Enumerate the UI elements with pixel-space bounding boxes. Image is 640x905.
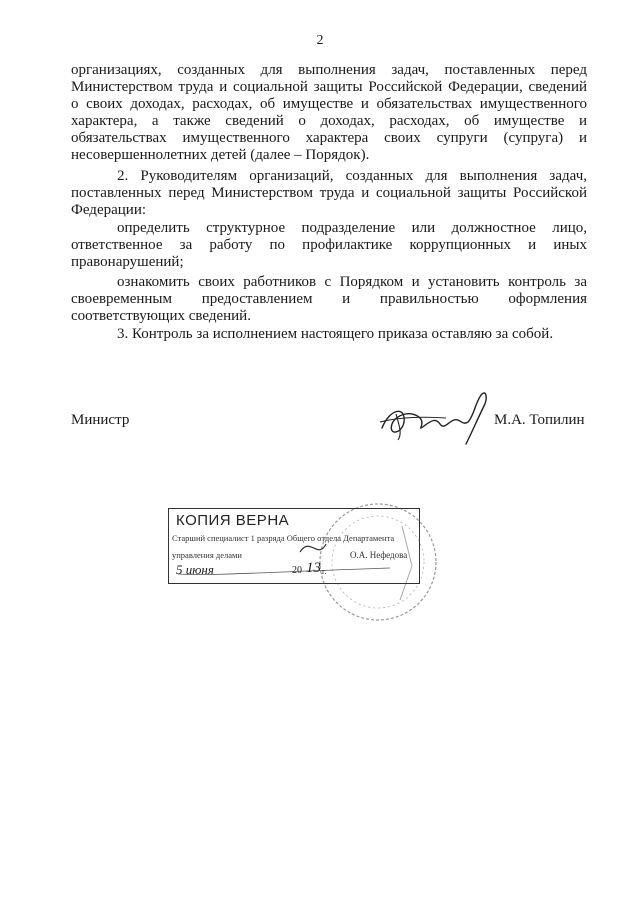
paragraph-1 bbox=[71, 62, 587, 164]
paragraph-3 bbox=[71, 220, 587, 271]
paragraph-2 bbox=[71, 168, 587, 219]
stamp-year: 13 bbox=[306, 560, 321, 576]
stamp-signer-name: О.А. Нефедова bbox=[350, 550, 408, 560]
paragraph-line: определить структурное подразделение или должностное лицо, bbox=[117, 220, 587, 236]
paragraph-line: организациях, созданных для выполнения задач, поставленных перед bbox=[71, 62, 587, 78]
paragraph-line: соответствующих сведений. bbox=[71, 308, 251, 324]
paragraph-line: Министерством труда и социальной защиты Российской Федерации, сведений bbox=[71, 79, 587, 95]
stamp-year-prefix: 20 bbox=[292, 565, 302, 576]
paragraph-line: ответственное за работу по профилактике коррупционных и иных bbox=[71, 237, 587, 253]
stamp-department: управления делами bbox=[172, 550, 242, 560]
paragraph-line: правонарушений; bbox=[71, 254, 184, 270]
stamp-position: Старший специалист 1 разряда Общего отдела Департамента bbox=[172, 533, 395, 543]
paragraph-line: своевременным предоставлением и правильностью оформления bbox=[71, 291, 587, 307]
paragraph-line: обязательствах имущественного характера своих супруги (супруга) и bbox=[71, 130, 587, 146]
signatory-title: Министр bbox=[71, 412, 130, 428]
stamp-year-suffix: г. bbox=[322, 567, 327, 576]
paragraph-line: характера, а также сведений о доходах, расходах, об имуществе и bbox=[71, 113, 587, 129]
paragraph-line: несовершеннолетних детей (далее – Порядок). bbox=[71, 147, 370, 163]
paragraph-line: поставленных перед Министерством труда и социальной защиты Российской bbox=[71, 185, 587, 201]
handwritten-signature bbox=[376, 388, 496, 448]
stamp-title: КОПИЯ ВЕРНА bbox=[176, 512, 290, 529]
paragraph-line: Федерации: bbox=[71, 202, 147, 218]
paragraph-line: о своих доходах, расходах, об имуществе и обязательствах имущественного bbox=[71, 96, 587, 112]
paragraph-line: ознакомить своих работников с Порядком и установить контроль за bbox=[117, 274, 587, 290]
stamp-date: 5 июня bbox=[176, 562, 214, 577]
paragraph-line: 2. Руководителям организаций, созданных для выполнения задач, bbox=[117, 168, 587, 184]
signatory-name: М.А. Топилин bbox=[494, 412, 585, 428]
paragraph-4 bbox=[71, 274, 587, 325]
page-number: 2 bbox=[316, 33, 324, 48]
paragraph-line: 3. Контроль за исполнением настоящего приказа оставляю за собой. bbox=[117, 326, 554, 342]
paragraph-5 bbox=[71, 326, 587, 343]
